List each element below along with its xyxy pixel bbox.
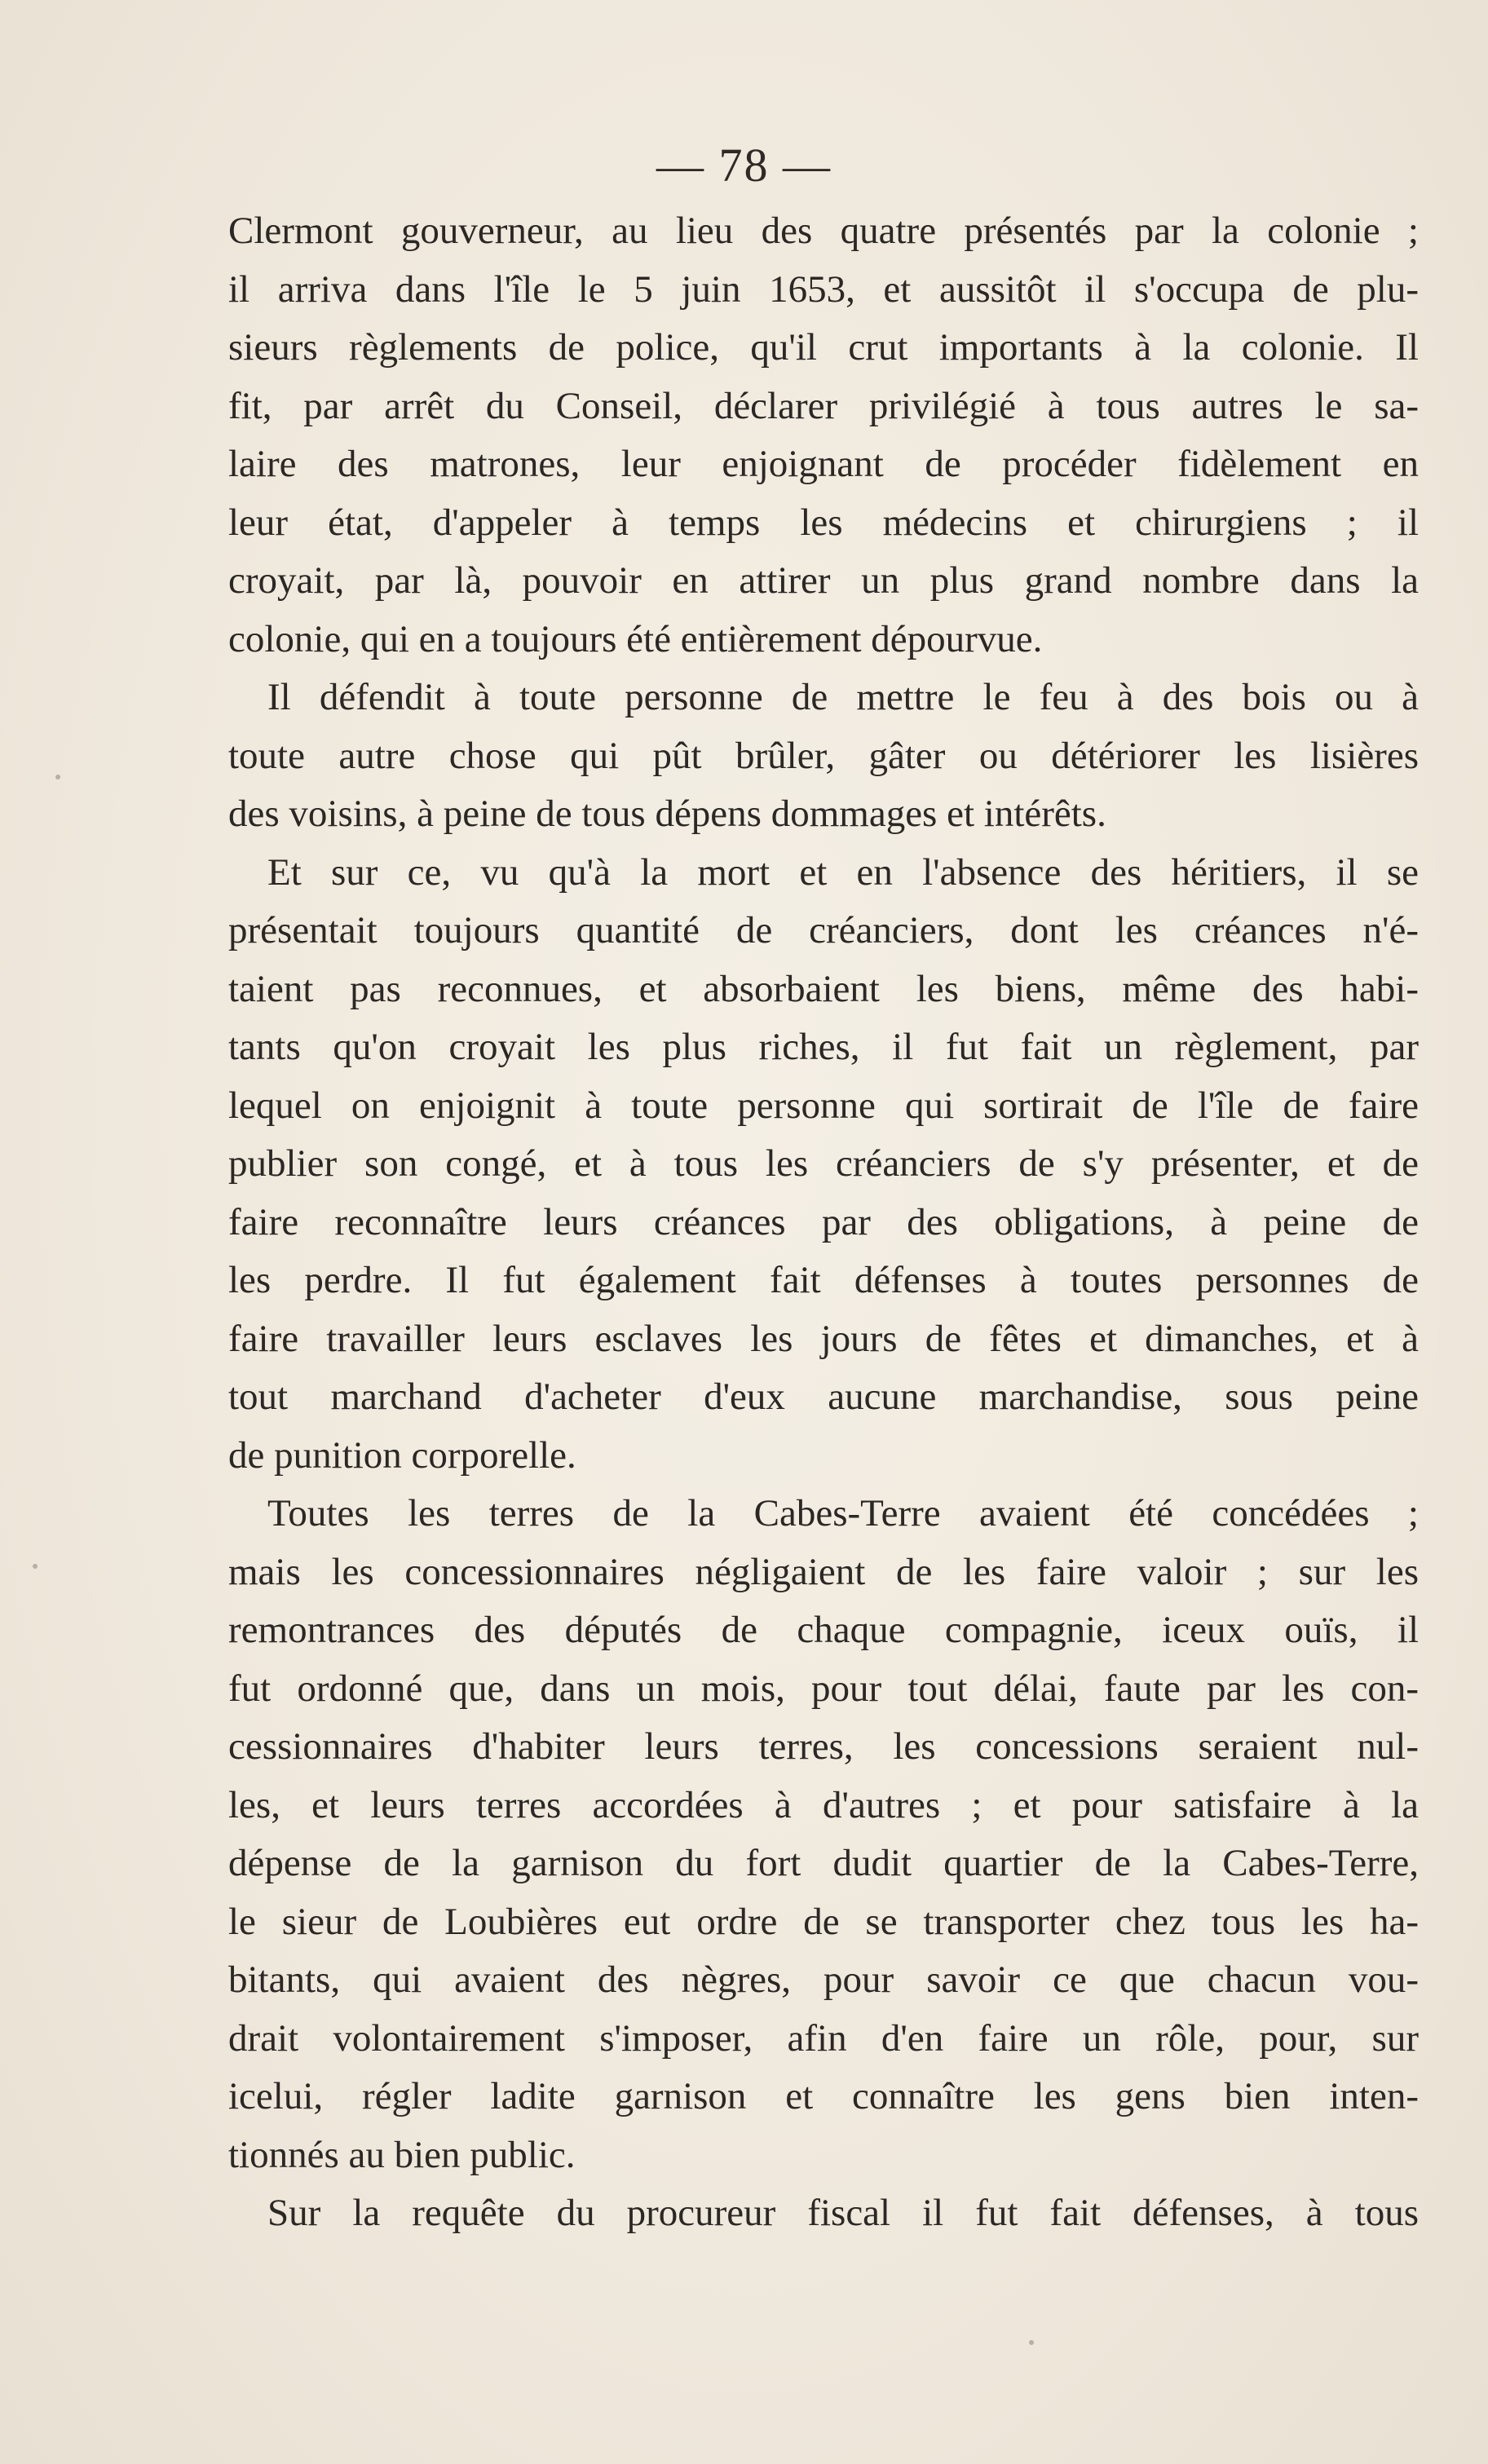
text-line: le sieur de Loubières eut ordre de se transporter chez tous les ha- [228,1900,1419,1943]
text-line: croyait, par là, pouvoir en attirer un plus grand nombre dans la [228,559,1419,602]
text-line: tout marchand d'acheter d'eux aucune marchandise, sous peine [228,1376,1419,1418]
body-text [228,202,1419,2243]
paper-speck [1029,2340,1034,2345]
text-line: taient pas reconnues, et absorbaient les biens, même des habi- [228,967,1419,1010]
text-line: des voisins, à peine de tous dépens dommages et intérêts. [228,793,1106,835]
text-line: remontrances des députés de chaque compagnie, iceux ouïs, il [228,1609,1419,1651]
text-line: tants qu'on croyait les plus riches, il fut fait un règlement, par [228,1026,1419,1068]
text-line: présentait toujours quantité de créanciers, dont les créances n'é- [228,909,1419,952]
text-line: Clermont gouverneur, au lieu des quatre présentés par la colonie ; [228,210,1419,252]
text-line: fut ordonné que, dans un mois, pour tout délai, faute par les con- [228,1667,1419,1710]
text-line: fit, par arrêt du Conseil, déclarer privilégié à tous autres le sa- [228,384,1419,427]
text-line: mais les concessionnaires négligaient de les faire valoir ; sur les [228,1550,1419,1593]
paper-speck [55,775,60,779]
text-line: les perdre. Il fut également fait défenses à toutes personnes de [228,1259,1419,1301]
paper-speck [33,1564,38,1569]
text-line: dépense de la garnison du fort dudit quartier de la Cabes-Terre, [228,1842,1419,1884]
text-line: il arriva dans l'île le 5 juin 1653, et aussitôt il s'occupa de plu- [228,267,1419,311]
text-line: tionnés au bien public. [228,2133,576,2176]
text-line: faire reconnaître leurs créances par des obligations, à peine de [228,1200,1419,1243]
text-line: bitants, qui avaient des nègres, pour savoir ce que chacun vou- [228,1958,1419,2001]
text-line: sieurs règlements de police, qu'il crut importants à la colonie. Il [228,326,1419,369]
text-line: laire des matrones, leur enjoignant de procéder fidèlement en [228,443,1419,485]
text-line: Toutes les terres de la Cabes-Terre avaient été concédées ; [267,1492,1419,1534]
text-line: lequel on enjoignit à toute personne qui sortirait de l'île de faire [228,1084,1419,1127]
text-line: Et sur ce, vu qu'à la mort et en l'absence des héritiers, il se [267,850,1419,894]
text-line: toute autre chose qui pût brûler, gâter ou détériorer les lisières [228,734,1419,777]
text-line: faire travailler leurs esclaves les jours de fêtes et dimanches, et à [228,1317,1419,1360]
page-number: — 78 — [656,139,832,192]
text-line: Il défendit à toute personne de mettre le feu à des bois ou à [267,676,1419,718]
text-line: colonie, qui en a toujours été entièrement dépourvue. [228,617,1043,660]
text-line: Sur la requête du procureur fiscal il fut fait défenses, à tous [267,2192,1419,2234]
text-line: leur état, d'appeler à temps les médecins et chirurgiens ; il [228,501,1419,544]
text-line: cessionnaires d'habiter leurs terres, les concessions seraient nul- [228,1725,1419,1768]
text-line: les, et leurs terres accordées à d'autres ; et pour satisfaire à la [228,1783,1419,1826]
text-line: publier son congé, et à tous les créanciers de s'y présenter, et de [228,1142,1419,1185]
text-line: de punition corporelle. [228,1433,576,1477]
text-line: drait volontairement s'imposer, afin d'en faire un rôle, pour, sur [228,2016,1419,2060]
text-line: icelui, régler ladite garnison et connaître les gens bien inten- [228,2075,1419,2117]
